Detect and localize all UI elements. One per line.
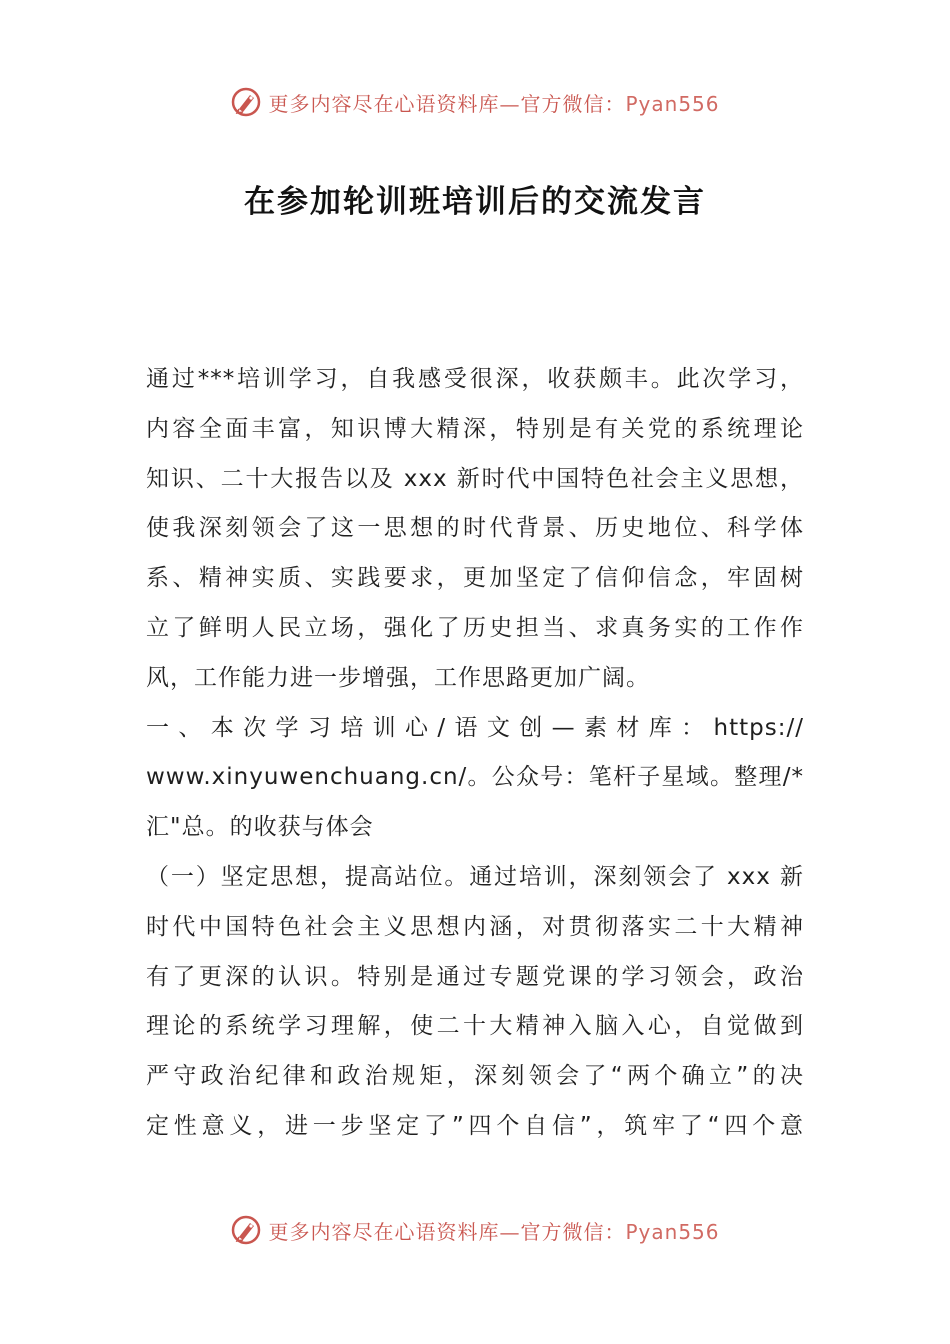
body-line: 风，工作能力进一步增强，工作思路更加广阔。 (146, 664, 650, 691)
pen-nib-circle-icon (230, 86, 262, 118)
body-line: 时代中国特色社会主义思想内涵，对贯彻落实二十大精神 (146, 913, 804, 940)
section-heading-line: 一 、 本 次 学 习 培 训 心 / 语 文 创 — 素 材 库 ： https:// (146, 714, 804, 741)
body-line: （一）坚定思想，提高站位。通过培训，深刻领会了 xxx 新 (146, 863, 804, 890)
body-line: 立了鲜明人民立场，强化了历史担当、求真务实的工作作 (146, 614, 804, 641)
watermark-prefix: 更多内容尽在心语资料库—官方微信： (268, 91, 626, 116)
watermark-wechat-id: Pyan556 (625, 1219, 720, 1244)
body-line: 有了更深的认识。特别是通过专题党课的学习领会，政治 (146, 963, 804, 990)
body-line: 使我深刻领会了这一思想的时代背景、历史地位、科学体 (146, 515, 804, 542)
body-line: 系、精神实质、实践要求，更加坚定了信仰信念，牢固树 (146, 565, 804, 592)
body-line: 理论的系统学习理解，使二十大精神入脑入心，自觉做到 (146, 1013, 804, 1040)
watermark-text (268, 1216, 719, 1245)
section-heading-line: 汇"总。的收获与体会 (146, 814, 374, 841)
body-line: 内容全面丰富，知识博大精深，特别是有关党的系统理论 (146, 415, 804, 442)
body-line: 知识、二十大报告以及 xxx 新时代中国特色社会主义思想， (146, 465, 804, 492)
watermark-banner-bottom (0, 1210, 950, 1250)
body-line: 通过***培训学习，自我感受很深，收获颇丰。此次学习， (146, 366, 804, 392)
document-body (146, 355, 804, 1152)
watermark-prefix: 更多内容尽在心语资料库—官方微信： (268, 1219, 626, 1244)
body-line: 定性意义，进一步坚定了”四个自信”，筑牢了“四个意 (146, 1112, 804, 1139)
watermark-text (268, 88, 719, 117)
pen-nib-circle-icon (230, 1214, 262, 1246)
section-heading-line: www.xinyuwenchuang.cn/。公众号：笔杆子星域。整理/* (146, 764, 804, 791)
watermark-banner-top (0, 82, 950, 122)
document-title: 在参加轮训班培训后的交流发言 (244, 184, 706, 220)
watermark-wechat-id: Pyan556 (625, 91, 720, 116)
body-line: 严守政治纪律和政治规矩，深刻领会了“两个确立”的决 (146, 1063, 804, 1090)
